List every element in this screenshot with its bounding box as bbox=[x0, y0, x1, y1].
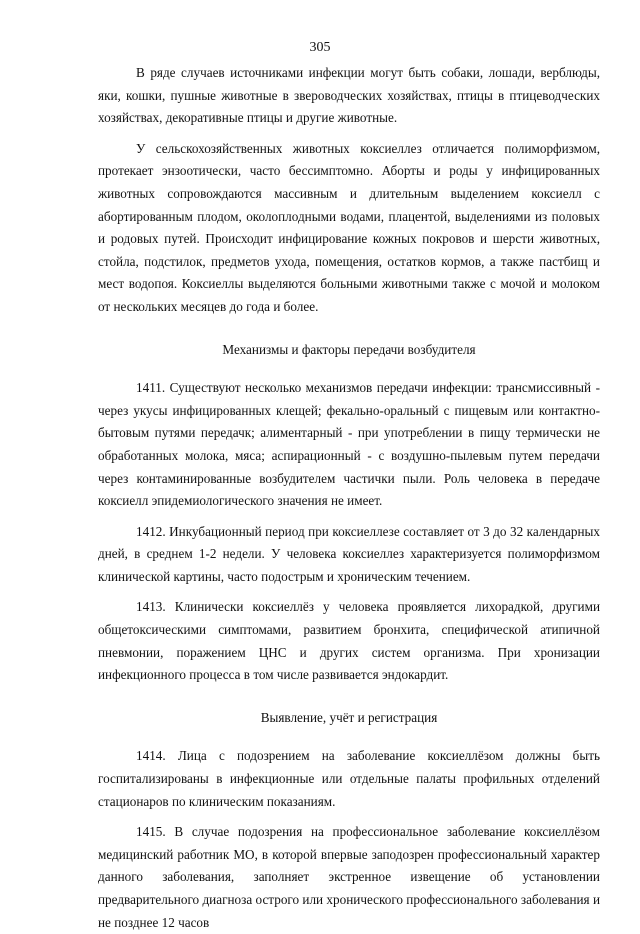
paragraph-1415: 1415. В случае подозрения на профессиональное заболевание коксиеллёзом медицинский работник МО, в которой впервые заподозрен профессиональный характер данного заболевания, заполняет экстренное извещение об установлении предварительного диагноза острого или хронического профессионального заболевания и не позднее 12 часов bbox=[98, 824, 600, 930]
paragraph-infection-sources: В ряде случаев источниками инфекции могут быть собаки, лошади, верблюды, яки, кошки, пушные животные в звероводческих хозяйствах, птицы в птицеводческих хозяйствах, декоративные птицы и другие животные. bbox=[98, 65, 600, 126]
document-body bbox=[98, 62, 600, 934]
paragraph-1413: 1413. Клинически коксиеллёз у человека проявляется лихорадкой, другими общетоксическими симптомами, развитием бронхита, специфической атипичной пневмонии, поражением ЦНС и других систем организма. При хронизации инфекционного процесса в том числе развивается эндокардит. bbox=[98, 599, 600, 683]
paragraph-animal-coxiellosis: У сельскохозяйственных животных коксиеллез отличается полиморфизмом, протекает энзоотически, часто бессимптомно. Аборты и роды у инфицированных животных сопровождаются массивным и длительным выделением коксиелл с абортированным плодом, околоплодными водами, плацентой, выделениями из половых и родовых путей. Происходит инфицирование кожных покровов и шерсти животных, стойла, подстилок, предметов ухода, помещения, остатков кормов, а также пастбищ и мест водопоя. Коксиеллы выделяются больными животными также с мочой и молоком от нескольких месяцев до года и более. bbox=[98, 140, 600, 314]
section-heading-registration: Выявление, учёт и регистрация bbox=[260, 709, 438, 725]
section-heading-transmission: Механизмы и факторы передачи возбудителя bbox=[222, 341, 476, 357]
page-number: 305 bbox=[309, 40, 331, 55]
paragraph-1414: 1414. Лица с подозрением на заболевание коксиеллёзом должны быть госпитализированы в инфекционные или отдельные палаты профильных отделений стационаров по клиническим показаниям. bbox=[98, 748, 600, 809]
paragraph-1412: 1412. Инкубационный период при коксиеллезе составляет от 3 до 32 календарных дней, в среднем 1-2 недели. У человека коксиеллез характеризуется полиморфизмом клинической картины, часто подострым и хроническим течением. bbox=[98, 523, 600, 584]
paragraph-1411: 1411. Существуют несколько механизмов передачи инфекции: трансмиссивный - через укусы инфицированных клещей; фекально-оральный с пищевым или контактно-бытовым путями передачк; алиментарный - при употреблении в пищу термически не обработанных молока, мяса; аспирационный - с воздушно-пылевым путем передачи через контаминированные возбудителем частички пыли. Роль человека в передаче коксиелл эпидемиологического значения не имеет. bbox=[98, 380, 600, 509]
